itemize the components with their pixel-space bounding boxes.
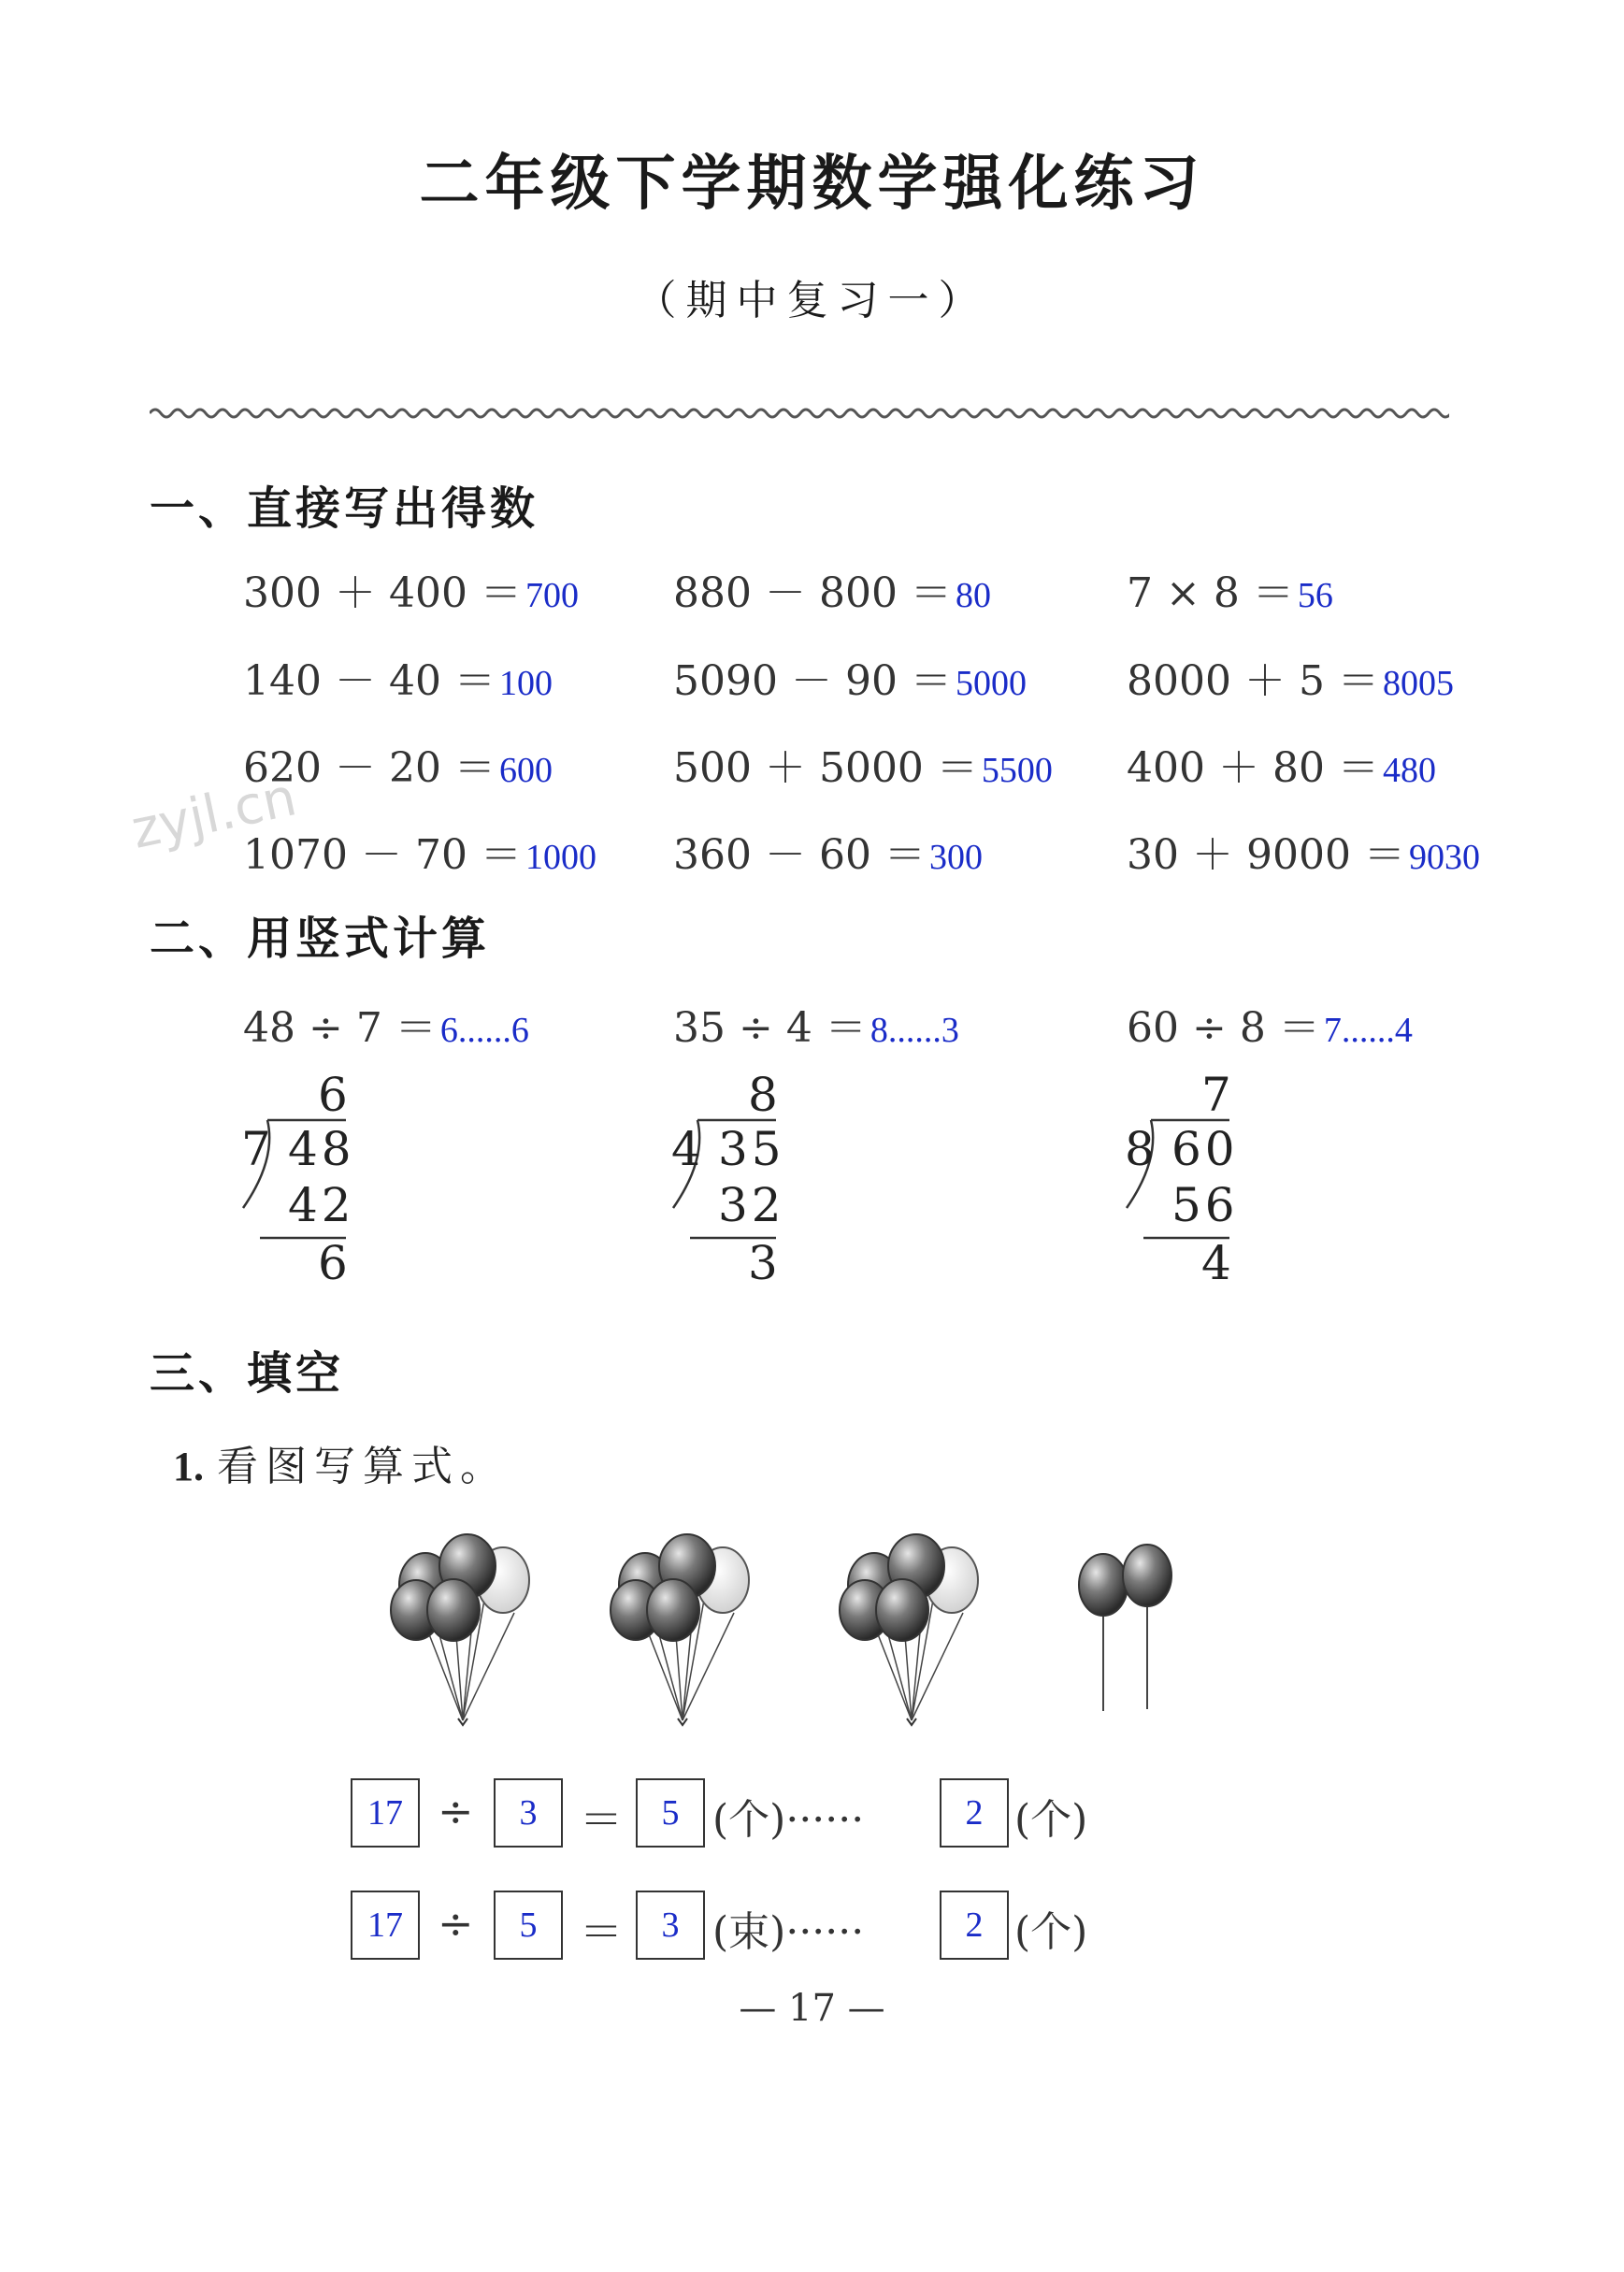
oral-calc-item: [243, 647, 553, 707]
oral-calc-expression: 620 － 20 ＝: [243, 744, 496, 792]
watermark: zyjl.cn: [126, 767, 302, 861]
oral-calc-answer: 80: [955, 576, 991, 615]
divisor: 8: [1125, 1122, 1155, 1176]
oral-calc-item: [1127, 734, 1436, 794]
division-expression: 48 ÷ 7 ＝: [243, 1004, 437, 1052]
long-division: [664, 1068, 804, 1300]
division-equation: [1127, 994, 1413, 1054]
dividend: 48: [288, 1122, 355, 1176]
oral-calc-item: [673, 559, 991, 619]
page-title: 二年级下学期数学强化练习: [419, 149, 1205, 219]
quotient: 6: [318, 1068, 348, 1122]
dividend-box: 17: [351, 1778, 420, 1848]
oral-calc-item: [243, 821, 596, 881]
quotient-unit: (个)······: [712, 1796, 865, 1844]
oral-calc-expression: 30 ＋ 9000 ＝: [1127, 831, 1405, 879]
oral-calc-answer: 100: [498, 664, 553, 703]
oral-calc-answer: 8005: [1382, 664, 1454, 703]
division-expression: 35 ÷ 4 ＝: [673, 1004, 867, 1052]
oral-calc-expression: 500 ＋ 5000 ＝: [673, 744, 978, 792]
quotient-unit: (束)······: [712, 1908, 865, 1956]
oral-calc-expression: 400 ＋ 80 ＝: [1127, 744, 1379, 792]
division-equation: [243, 994, 529, 1054]
question-number: 1.: [173, 1444, 204, 1489]
oral-calc-answer: 1000: [525, 838, 596, 877]
divide-sign: ÷: [438, 1898, 474, 1948]
long-division: [1117, 1068, 1258, 1300]
equals-sign: ＝: [580, 1794, 623, 1845]
division-equation: [673, 994, 959, 1054]
section2-heading: 二、用竖式计算: [150, 913, 491, 965]
quotient-box: 3: [636, 1891, 705, 1960]
dividend: 35: [718, 1122, 785, 1176]
oral-calc-item: [673, 734, 1053, 794]
wavy-divider: [150, 402, 1449, 424]
remainder-box: 2: [940, 1778, 1009, 1848]
oral-calc-item: [243, 734, 553, 794]
divisor: 4: [671, 1122, 701, 1176]
division-answer: 8......3: [869, 1011, 959, 1050]
oral-calc-expression: 300 ＋ 400 ＝: [243, 569, 522, 617]
balloons-illustration: [383, 1524, 1206, 1748]
oral-calc-expression: 1070 － 70 ＝: [243, 831, 522, 879]
balloon-bunch: [391, 1534, 529, 1725]
page-subtitle: （期中复习一）: [635, 277, 989, 324]
divide-sign: ÷: [438, 1786, 474, 1836]
oral-calc-expression: 7 × 8 ＝: [1127, 569, 1294, 617]
oral-calc-item: [673, 647, 1027, 707]
oral-calc-expression: 360 － 60 ＝: [673, 831, 926, 879]
oral-calc-item: [1127, 821, 1480, 881]
product: 42: [288, 1178, 355, 1232]
division-answer: 6......6: [439, 1011, 529, 1050]
quotient: 8: [748, 1068, 778, 1122]
product: 56: [1171, 1178, 1239, 1232]
divisor-box: 3: [494, 1778, 563, 1848]
section1-heading: 一、直接写出得数: [150, 482, 539, 535]
division-expression: 60 ÷ 8 ＝: [1127, 1004, 1320, 1052]
oral-calc-item: [1127, 647, 1454, 707]
oral-calc-expression: 140 － 40 ＝: [243, 657, 496, 705]
balloon-bunch: [840, 1534, 978, 1725]
single-balloons: [1079, 1545, 1171, 1711]
oral-calc-expression: 5090 － 90 ＝: [673, 657, 952, 705]
remainder-unit: (个): [1014, 1908, 1088, 1956]
remainder: 3: [748, 1236, 778, 1290]
quotient-box: 5: [636, 1778, 705, 1848]
balloon-bunch: [611, 1534, 749, 1725]
oral-calc-answer: 700: [525, 576, 579, 615]
oral-calc-item: [243, 559, 579, 619]
oral-calc-answer: 9030: [1408, 838, 1480, 877]
long-division: [234, 1068, 374, 1300]
oral-calc-answer: 300: [928, 838, 983, 877]
remainder-unit: (个): [1014, 1796, 1088, 1844]
oral-calc-answer: 5500: [981, 751, 1053, 790]
oral-calc-item: [673, 821, 983, 881]
oral-calc-answer: 56: [1297, 576, 1333, 615]
remainder: 6: [318, 1236, 348, 1290]
oral-calc-answer: 600: [498, 751, 553, 790]
oral-calc-item: [1127, 559, 1333, 619]
question-1: [173, 1432, 509, 1492]
question-text: 看图写算式。: [217, 1443, 509, 1490]
dividend-box: 17: [351, 1891, 420, 1960]
oral-calc-answer: 5000: [955, 664, 1027, 703]
division-answer: 7......4: [1323, 1011, 1413, 1050]
oral-calc-expression: 880 － 800 ＝: [673, 569, 952, 617]
remainder-box: 2: [940, 1891, 1009, 1960]
section3-heading: 三、填空: [150, 1347, 345, 1400]
divisor-box: 5: [494, 1891, 563, 1960]
divisor: 7: [241, 1122, 271, 1176]
oral-calc-answer: 480: [1382, 751, 1436, 790]
remainder: 4: [1201, 1236, 1231, 1290]
product: 32: [718, 1178, 785, 1232]
quotient: 7: [1201, 1068, 1231, 1122]
equals-sign: ＝: [580, 1906, 623, 1957]
dividend: 60: [1171, 1122, 1239, 1176]
page-number: — 17 —: [739, 1987, 885, 2030]
oral-calc-expression: 8000 ＋ 5 ＝: [1127, 657, 1379, 705]
